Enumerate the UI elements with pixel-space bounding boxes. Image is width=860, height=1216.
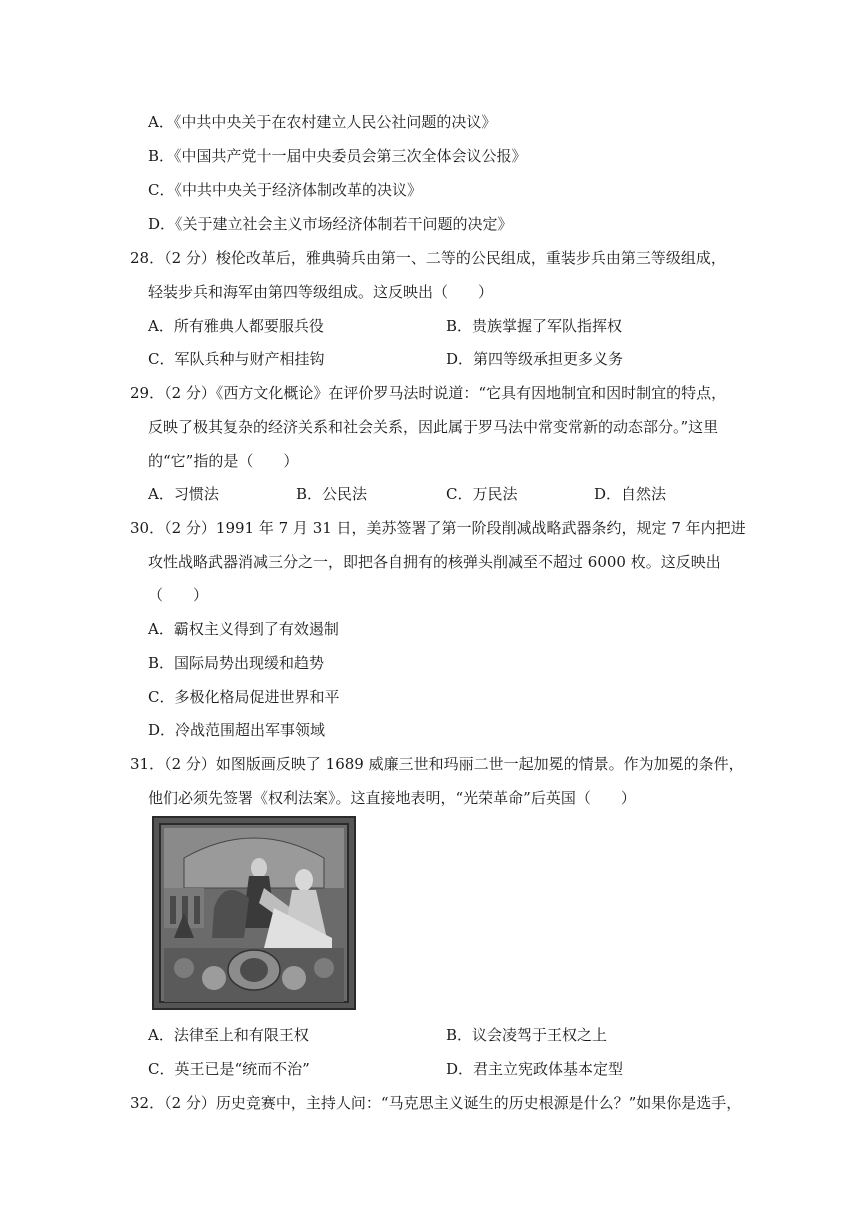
question-29-stem-cont2: 的“它”指的是（ ） bbox=[148, 452, 299, 470]
q31-option-d[interactable]: D．君主立宪政体基本定型 bbox=[446, 1060, 624, 1078]
q29-option-c[interactable]: C．万民法 bbox=[446, 485, 518, 503]
q31-option-b[interactable]: B．议会凌驾于王权之上 bbox=[446, 1026, 608, 1044]
coronation-engraving-image bbox=[152, 816, 356, 1010]
q29-option-a[interactable]: A．习惯法 bbox=[148, 485, 219, 503]
q29-option-d[interactable]: D．自然法 bbox=[594, 485, 667, 503]
q31-option-c[interactable]: C．英王已是“统而不治” bbox=[148, 1060, 310, 1078]
question-29-stem: 29．（2 分）《西方文化概论》在评价罗马法时说道：“它具有因地制宜和因时制宜的特点， bbox=[130, 384, 727, 402]
q28-option-b[interactable]: B．贵族掌握了军队指挥权 bbox=[446, 317, 623, 335]
question-29-stem-cont: 反映了极其复杂的经济关系和社会关系，因此属于罗马法中常变常新的动态部分。”这里 bbox=[148, 418, 719, 436]
q28-option-c[interactable]: C．军队兵种与财产相挂钩 bbox=[148, 350, 325, 368]
question-30-stem-cont2: （ ） bbox=[148, 586, 209, 604]
question-30-stem-cont: 攻性战略武器消减三分之一，即把各自拥有的核弹头削减至不超过 6000 枚。这反映出 bbox=[148, 553, 721, 571]
q29-option-b[interactable]: B．公民法 bbox=[296, 485, 368, 503]
q31-option-a[interactable]: A．法律至上和有限王权 bbox=[148, 1026, 309, 1044]
q28-option-a[interactable]: A．所有雅典人都要服兵役 bbox=[148, 317, 324, 335]
question-30-stem: 30．（2 分）1991 年 7 月 31 日，美苏签署了第一阶段削减战略武器条约，规定 7 年内把进 bbox=[130, 519, 746, 537]
option-a[interactable]: A．《中共中央关于在农村建立人民公社问题的决议》 bbox=[148, 113, 497, 131]
q30-option-a[interactable]: A．霸权主义得到了有效遏制 bbox=[148, 620, 339, 638]
q28-option-d[interactable]: D．第四等级承担更多义务 bbox=[446, 350, 624, 368]
engraving-illustration bbox=[154, 818, 354, 1008]
q30-option-d[interactable]: D．冷战范围超出军事领域 bbox=[148, 721, 326, 739]
question-28-stem-cont: 轻装步兵和海军由第四等级组成。这反映出（ ） bbox=[148, 283, 494, 301]
question-32-stem: 32．（2 分）历史竞赛中，主持人问：“马克思主义诞生的历史根源是什么？”如果你是选手， bbox=[130, 1094, 742, 1112]
q30-option-c[interactable]: C．多极化格局促进世界和平 bbox=[148, 688, 340, 706]
q30-option-b[interactable]: B．国际局势出现缓和趋势 bbox=[148, 654, 325, 672]
question-31-stem-cont: 他们必须先签署《权利法案》。这直接地表明，“光荣革命”后英国（ ） bbox=[148, 789, 636, 807]
question-31-stem: 31．（2 分）如图版画反映了 1689 威廉三世和玛丽二世一起加冕的情景。作为加冕的条件， bbox=[130, 755, 744, 773]
option-c[interactable]: C．《中共中央关于经济体制改革的决议》 bbox=[148, 181, 422, 199]
option-b[interactable]: B．《中国共产党十一届中央委员会第三次全体会议公报》 bbox=[148, 147, 527, 165]
question-28-stem: 28．（2 分）梭伦改革后，雅典骑兵由第一、二等的公民组成，重装步兵由第三等级组成， bbox=[130, 249, 726, 267]
option-d[interactable]: D．《关于建立社会主义市场经济体制若干问题的决定》 bbox=[148, 215, 513, 233]
